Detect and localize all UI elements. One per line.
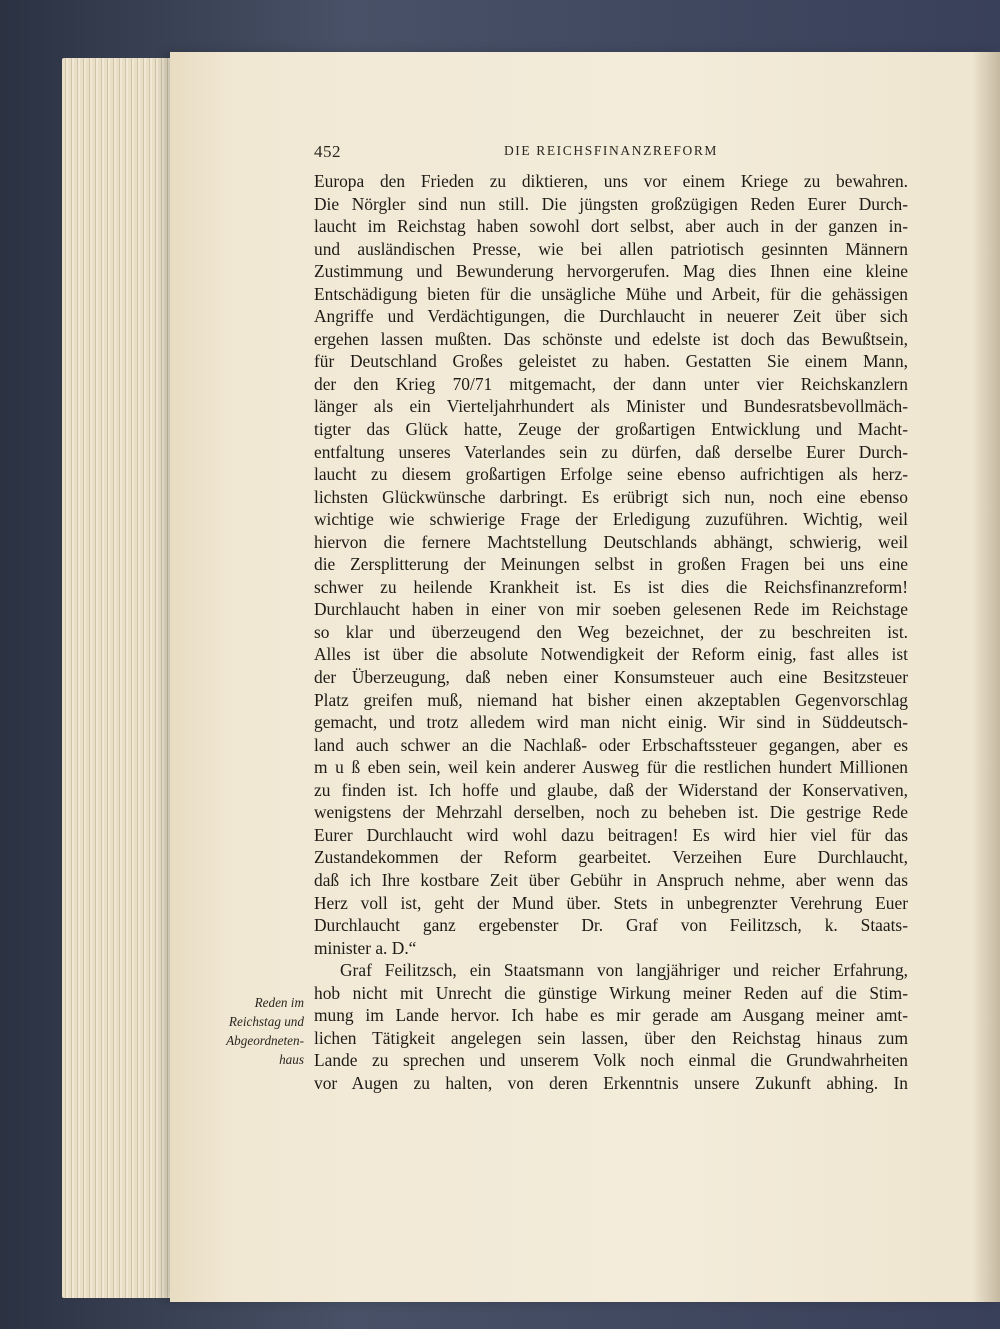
text-line: und ausländischen Presse, wie bei allen patriotisch gesinnten Männern: [314, 238, 908, 259]
marginal-note-line: haus: [279, 1052, 304, 1067]
text-line: wichtige wie schwierige Frage der Erledigung zuzuführen. Wichtig, weil: [314, 509, 908, 530]
page-gutter-shadow: [972, 52, 1000, 1302]
text-line: daß ich Ihre kostbare Zeit über Gebühr in Anspruch nehme, aber wenn das: [314, 869, 908, 890]
text-line: mung im Lande hervor. Ich habe es mir gerade am Ausgang meiner amt-: [314, 1005, 908, 1026]
text-line: länger als ein Vierteljahrhundert als Minister und Bundesratsbevollmäch-: [314, 396, 908, 417]
marginal-note: [206, 993, 304, 1069]
text-line: der Überzeugung, daß neben einer Konsumsteuer auch eine Besitzsteuer: [314, 667, 908, 688]
text-line: lichen Tätigkeit angelegen sein lassen, über den Reichstag hinaus zum: [314, 1027, 908, 1048]
running-title: DIE REICHSFINANZREFORM: [503, 143, 719, 158]
text-line: lichsten Glückwünsche darbringt. Es erübrigt sich nun, noch eine ebenso: [314, 486, 908, 507]
text-line: ergehen lassen mußten. Das schönste und edelste ist doch das Bewußtsein,: [314, 328, 908, 349]
text-line: Angriffe und Verdächtigungen, die Durchlaucht in neuerer Zeit über sich: [314, 306, 908, 327]
text-line: zu finden ist. Ich hoffe und glaube, daß der Widerstand der Konservativen,: [314, 779, 908, 800]
text-line: wenigstens der Mehrzahl derselben, noch zu beheben ist. Die gestrige Rede: [314, 802, 908, 823]
text-line: laucht im Reichstag haben sowohl dort selbst, aber auch in der ganzen in-: [314, 216, 908, 237]
text-line: schwer zu heilende Krankheit ist. Es ist dies die Reichsfinanzreform!: [314, 576, 908, 597]
text-line: m u ß eben sein, weil kein anderer Ausweg für die restlichen hundert Millionen: [314, 757, 908, 778]
marginal-note-line: Reden im: [254, 995, 304, 1010]
text-line: land auch schwer an die Nachlaß- oder Erbschaftssteuer gegangen, aber es: [314, 734, 908, 755]
page-number: 452: [314, 142, 341, 161]
text-line: Entschädigung bieten für die unsägliche Mühe und Arbeit, für die gehässigen: [314, 283, 908, 304]
body-text: [314, 170, 908, 1094]
text-line: vor Augen zu halten, von deren Erkenntnis unsere Zukunft abhing. In: [314, 1072, 908, 1093]
text-line: hob nicht mit Unrecht die günstige Wirkung meiner Reden auf die Stim-: [314, 982, 908, 1003]
text-line: Durchlaucht ganz ergebenster Dr. Graf von Feilitzsch, k. Staats-: [314, 915, 908, 936]
text-line: Die Nörgler sind nun still. Die jüngsten großzügigen Reden Eurer Durch-: [314, 193, 908, 214]
text-line: Zustandekommen der Reform gearbeitet. Verzeihen Eure Durchlaucht,: [314, 847, 908, 868]
page-header: [314, 142, 908, 166]
text-line: gemacht, und trotz alledem wird man nicht einig. Wir sind in Süddeutsch-: [314, 712, 908, 733]
text-line: minister a. D.“: [314, 937, 417, 958]
text-line: Eurer Durchlaucht wird wohl dazu beitragen! Es wird hier viel für das: [314, 824, 908, 845]
text-line: hiervon die fernere Machtstellung Deutschlands abhängt, schwierig, weil: [314, 531, 908, 552]
text-line: Herz voll ist, geht der Mund über. Stets in unbegrenzter Verehrung Euer: [314, 892, 908, 913]
text-line: Lande zu sprechen und unserem Volk noch einmal die Grundwahrheiten: [314, 1050, 908, 1071]
text-line: für Deutschland Großes geleistet zu haben. Gestatten Sie einem Mann,: [314, 351, 908, 372]
text-line: laucht zu diesem großartigen Erfolge seine ebenso aufrichtigen als herz-: [314, 464, 908, 485]
marginal-note-line: Reichstag und: [228, 1014, 304, 1029]
text-line: Graf Feilitzsch, ein Staatsmann von langjähriger und reicher Erfahrung,: [340, 960, 908, 981]
marginal-note-line: Abgeordneten-: [226, 1033, 304, 1048]
text-line: Platz greifen muß, niemand hat bisher einen akzeptablen Gegenvorschlag: [314, 689, 908, 710]
text-line: Alles ist über die absolute Notwendigkeit der Reform einig, fast alles ist: [314, 644, 908, 665]
text-line: der den Krieg 70/71 mitgemacht, der dann unter vier Reichskanzlern: [314, 373, 908, 394]
text-line: die Zersplitterung der Meinungen selbst in großen Fragen bei uns eine: [314, 554, 908, 575]
text-line: Durchlaucht haben in einer von mir soeben gelesenen Rede im Reichstage: [314, 599, 908, 620]
text-line: tigter das Glück hatte, Zeuge der großartigen Entwicklung und Macht-: [314, 419, 908, 440]
text-line: so klar und überzeugend den Weg bezeichnet, der zu beschreiten ist.: [314, 621, 908, 642]
text-line: entfaltung unseres Vaterlandes sein zu dürfen, daß derselbe Eurer Durch-: [314, 441, 908, 462]
text-line: Europa den Frieden zu diktieren, uns vor einem Kriege zu bewahren.: [314, 171, 908, 191]
text-line: Zustimmung und Bewunderung hervorgerufen. Mag dies Ihnen eine kleine: [314, 261, 908, 282]
